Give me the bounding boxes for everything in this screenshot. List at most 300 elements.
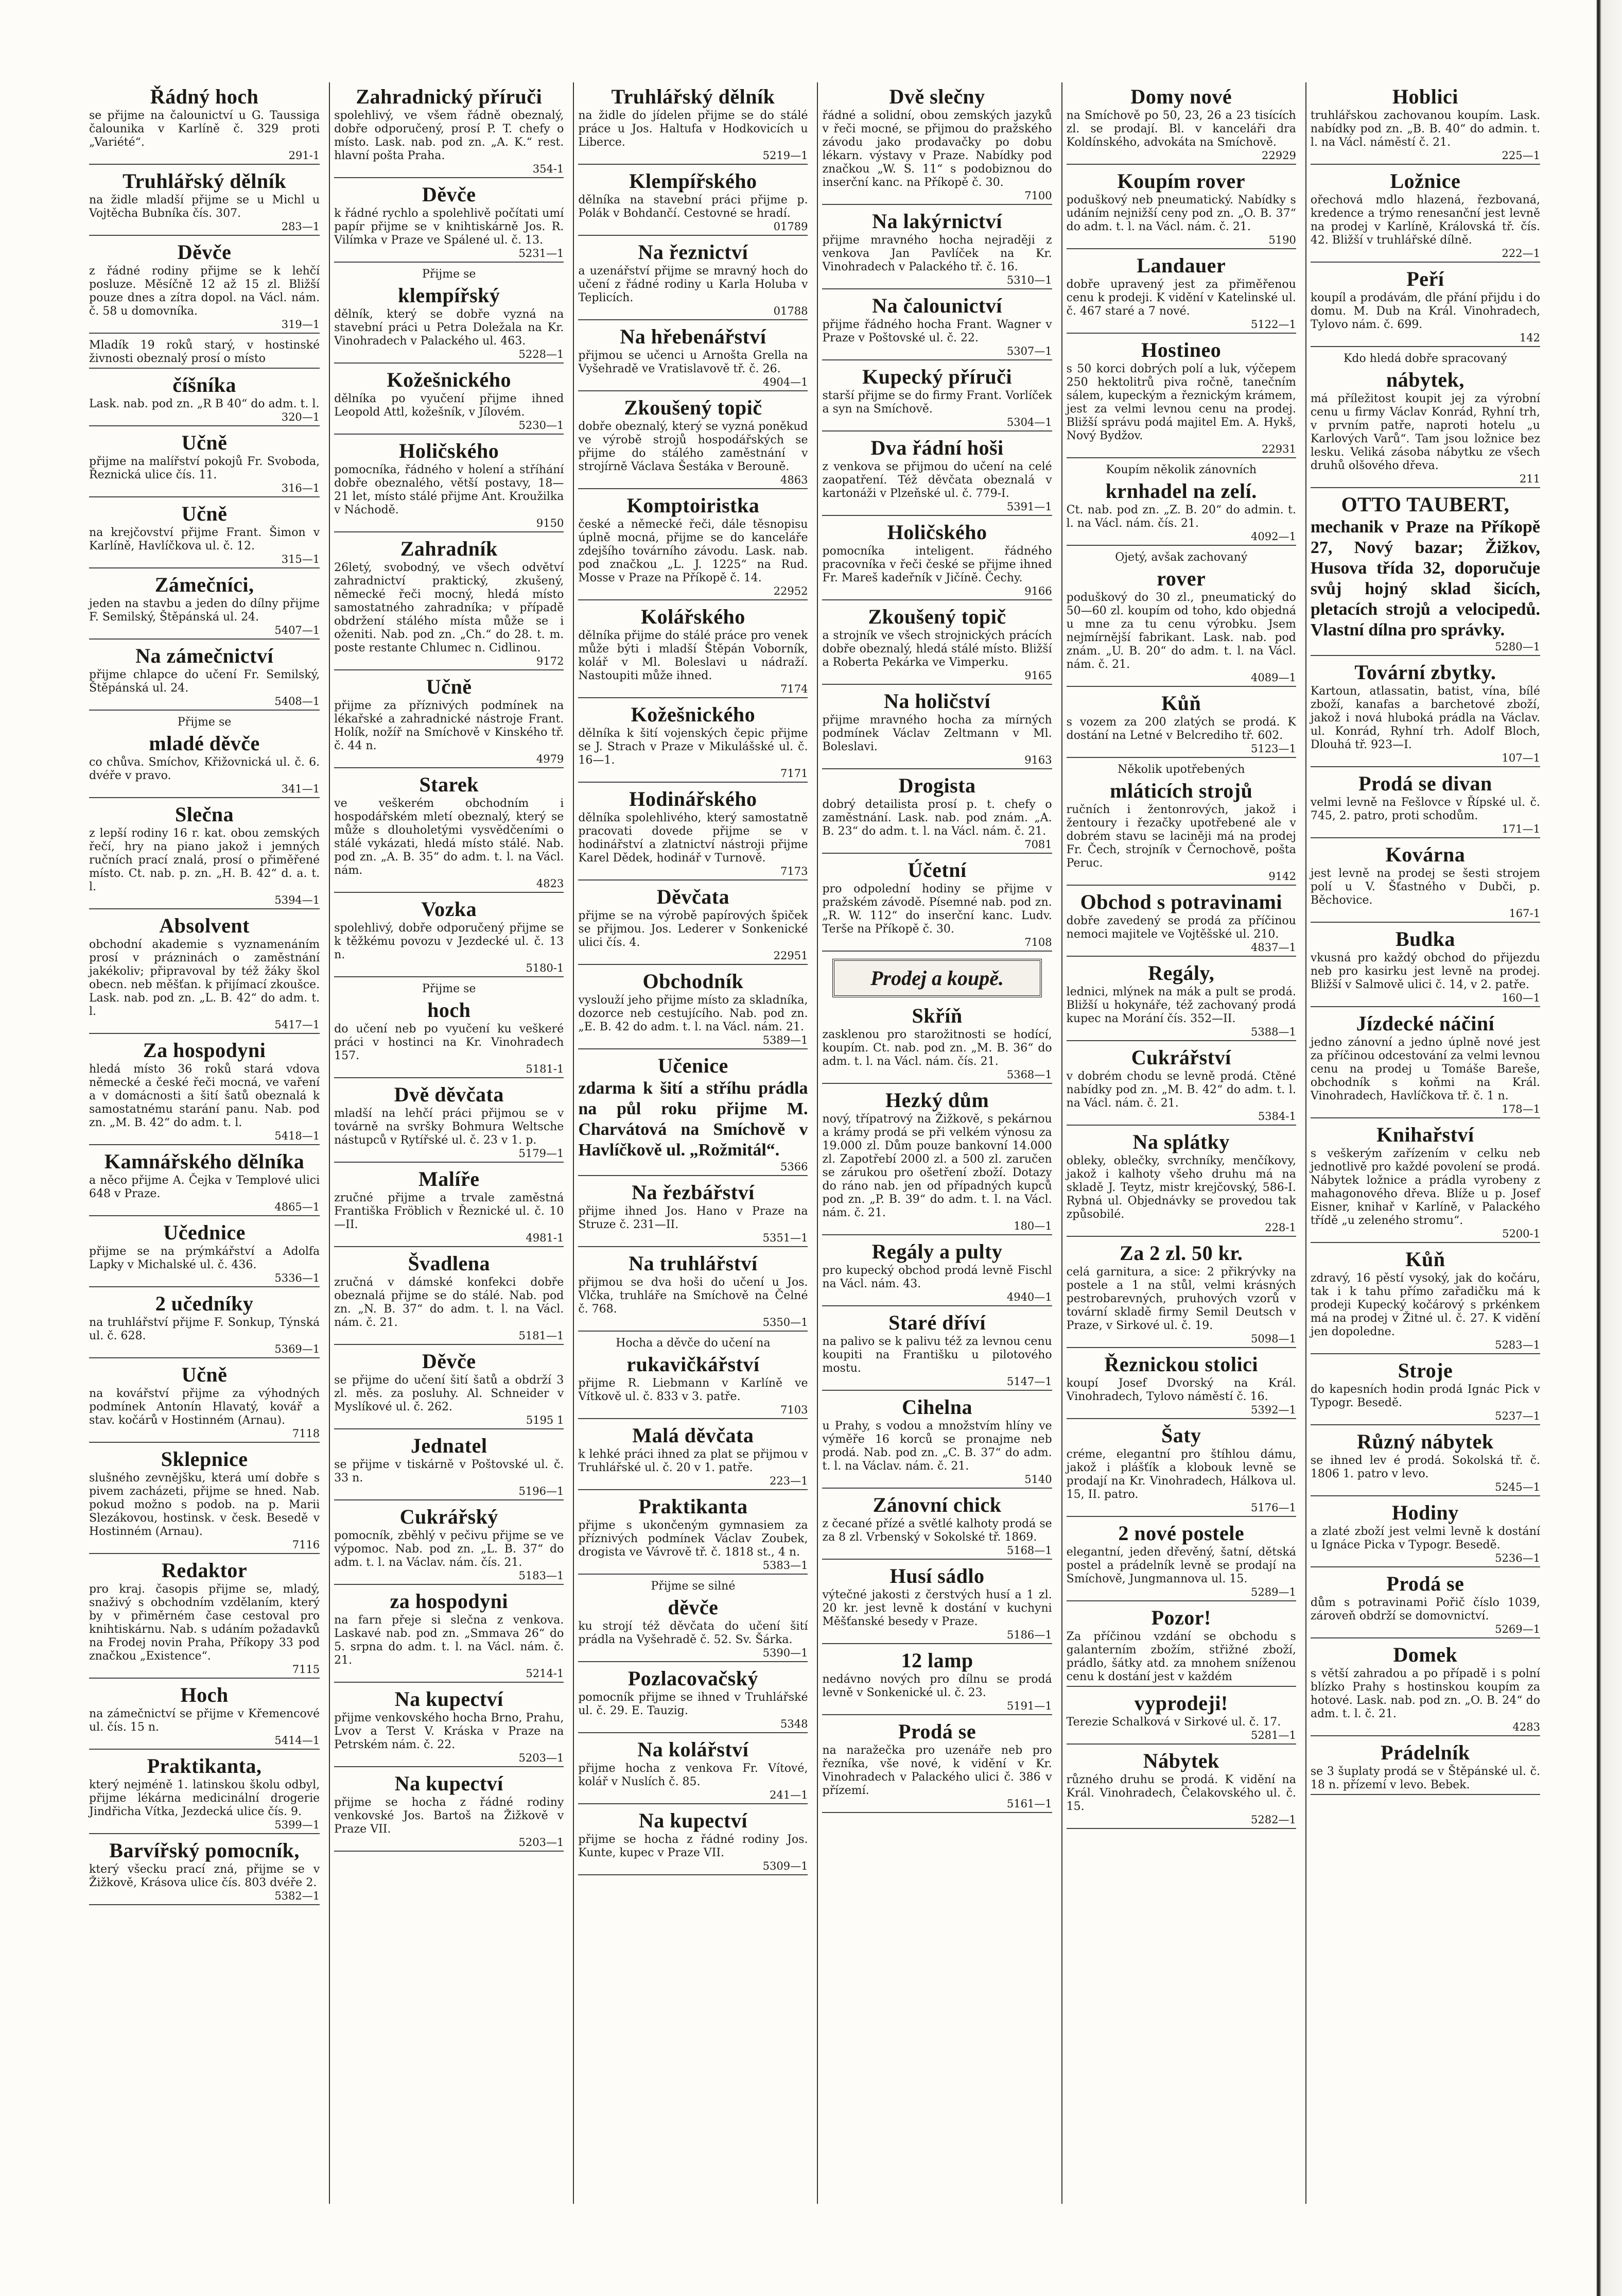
ad-heading: Hostineo (1141, 338, 1222, 361)
classified-ad (89, 85, 320, 165)
ad-body: do kapesních hodin prodá Ignác Pick v Typogr. Besedě. (1310, 1383, 1540, 1409)
classified-ad (1067, 692, 1296, 758)
ad-heading: Děvče (422, 183, 476, 206)
ad-heading: Drogista (898, 774, 976, 797)
ad-body: přijme se hocha z řádné rodiny venkovské Jos. Bartoš na Žižkově v Praze VII. (334, 1796, 564, 1836)
ad-heading: Dvě děvčata (394, 1083, 504, 1106)
classified-ad (1311, 1124, 1540, 1243)
ad-body: na krejčovství přijme Frant. Šimon v Karlíně, Havlíčkova ul. č. 12. (89, 526, 320, 553)
ad-body: Kartoun, atlassatin, batist, vína, bílé zboží, kanafas a barchetové zboží, jakož i nová hluboká prádla na Václav. ul. Konrád, Ryhní trh. Adolf Bloch, Dlouhá tř. 923—I. (1310, 685, 1540, 751)
ad-reference-number: 7118 (292, 1427, 320, 1440)
classified-ad (1067, 463, 1296, 546)
classified-ad (578, 494, 808, 600)
ad-body: vkusná pro každý obchod do přijezdu neb pro kasirku jest levně na prodej. Bližší v Salmově ulici č. 14, v 2. patře. (1310, 952, 1540, 991)
ad-reference-number: 9172 (536, 655, 564, 667)
ad-body: Za příčinou vzdání se obchodu s galanterním zbožím, střižné zboží, prádlo, šátky atd. za mnohem sníženou cenu k dostání jest v každém (1066, 1630, 1296, 1683)
ad-body: na kovářství přijme za výhodných podmínek Antonín Hlavatý, kovář a stav. kočárů v Hostinném (Arnau). (89, 1387, 320, 1427)
ad-reference-number: 5289—1 (1251, 1586, 1296, 1598)
ad-heading: Pozor! (1151, 1606, 1211, 1629)
ad-heading: hoch (427, 998, 471, 1022)
classified-ad (578, 703, 808, 783)
ad-lead-line: Hocha a děvče do učení na (616, 1337, 771, 1350)
ad-body: na židle mladší přijme se u Michl u Vojtěcha Bubníka čís. 307. (89, 194, 320, 220)
classified-ad (822, 437, 1052, 516)
column-1 (85, 82, 324, 2204)
ad-body: pomocníka inteligent. řádného pracovníka v řeči české se přijme ihned Fr. Mareš kadeřník v Jičíně. Čechy. (822, 545, 1052, 584)
ad-heading: Švadlena (408, 1252, 491, 1275)
ad-reference-number: 9150 (536, 517, 564, 529)
ad-reference-number: 5307—1 (1006, 345, 1052, 357)
ad-reference-number: 223—1 (770, 1475, 808, 1487)
classified-ad (89, 241, 320, 334)
ad-body: k lehké práci ihned za plat se přijmou v Truhlářské ul. č. 20 v 1. patře. (578, 1448, 808, 1474)
classified-ad (822, 521, 1052, 600)
classified-ad (1311, 85, 1540, 165)
ad-heading: Regály a pulty (871, 1240, 1003, 1263)
classified-ad (822, 1396, 1052, 1489)
classified-ad (578, 1252, 808, 1332)
classified-ad (1311, 1430, 1540, 1496)
classified-ad (578, 170, 808, 236)
ad-heading: Skříň (912, 1004, 963, 1027)
ad-body: hledá místo 36 roků stará vdova německé a české řeči mocná, ve vaření a v domácnosti a šití šatů obeznalá k samostatnému starání panu. Nab. pod zn. „M. B. 42“ do adm. t. l. (89, 1063, 320, 1129)
ad-body: přijme mravného hocha nejraději z venkova Jan Pavlíček na Kr. Vinohradech v Palackého tř. č. 16. (822, 234, 1052, 273)
ad-reference-number: 319—1 (281, 318, 320, 331)
ad-lead-line: Přijme se (422, 268, 476, 281)
ad-body: zasklenou pro starožitnosti se hodící, koupím. Ct. nab. pod zn. „M. B. 36“ do adm. t. l. na Václ. nám. čís. 21. (822, 1028, 1052, 1068)
ad-reference-number: 5388—1 (1251, 1026, 1296, 1038)
ad-reference-number: 5183—1 (518, 1569, 564, 1582)
ad-heading: Landauer (1137, 254, 1226, 277)
ad-heading: Učně (181, 502, 228, 525)
ad-body: na truhlářství přijme F. Sonkup, Týnská ul. č. 628. (89, 1316, 320, 1342)
ad-body: dobrý detailista prosí p. t. chefy o zaměstnání. Lask. nab. pod znám. „A. B. 23“ do adm. t. l. na Václ. nám. č. 21. (822, 798, 1052, 838)
ad-heading: Zkoušený topič (868, 605, 1006, 628)
ad-heading: Učně (426, 675, 472, 698)
ad-heading: klempířský (398, 284, 500, 307)
ad-reference-number: 4823 (536, 877, 564, 890)
classified-ad (334, 1688, 564, 1767)
ad-heading: Na zámečnictví (135, 644, 274, 667)
classified-ad (334, 676, 564, 768)
ad-heading: Hezký dům (885, 1089, 989, 1112)
ad-body: Ct. nab. pod zn. „Z. B. 20“ do admin. t. l. na Václ. nám. čís. 21. (1066, 504, 1296, 530)
ad-reference-number: 22931 (1262, 443, 1296, 455)
ad-reference-number: 5180-1 (526, 962, 564, 974)
classified-ad (89, 803, 320, 909)
ad-reference-number: 4904—1 (762, 376, 808, 388)
ad-reference-number: 7081 (1024, 838, 1052, 851)
classified-ad (334, 85, 564, 178)
ad-heading: Kolářského (641, 605, 745, 628)
classified-ad (1311, 268, 1540, 347)
ad-heading: Knihařství (1376, 1123, 1474, 1146)
ad-heading: Učenice (658, 1054, 728, 1077)
ad-reference-number: 4283 (1512, 1721, 1540, 1733)
classified-ad (1311, 661, 1540, 767)
ad-heading: Truhlářský dělník (123, 169, 286, 193)
ad-reference-number: 5368—1 (1006, 1068, 1052, 1081)
ad-body: nedávno nových pro dílnu se prodá levně v Sonkenické ul. č. 23. (822, 1673, 1052, 1699)
ad-body: se přijme do učení šití šatů a obdrží 3 zl. měs. za posluhy. Al. Schneider v Myslíkové ul. č. 262. (334, 1374, 564, 1413)
ad-heading: rukavičkářství (626, 1353, 760, 1376)
ad-reference-number: 5366 (780, 1161, 808, 1173)
ad-heading: Na hřebenářství (620, 325, 766, 348)
ad-reference-number: 5181—1 (518, 1330, 564, 1342)
ad-heading: nábytek, (1386, 368, 1464, 391)
classified-ad (334, 369, 564, 435)
ad-heading: Za hospodyni (143, 1039, 266, 1062)
ad-body: poduškový do 30 zl., pneumatický do 50—60 zl. koupím od toho, kdo objedná u mne za tu cenu výrobku. Jsem nejmírnější fabrikant. Lask. nab. pod znám. „U. B. 20“ do adm. t. l. na Václ. nám. č. 21. (1066, 591, 1296, 671)
ad-reference-number: 5382—1 (274, 1890, 320, 1902)
ad-reference-number: 5384-1 (1258, 1110, 1296, 1123)
classified-ad (89, 1039, 320, 1145)
ad-body: a něco přijme A. Čejka v Templové ulici 648 v Praze. (89, 1174, 320, 1200)
ad-body: z lepší rodiny 16 r. kat. obou zemských řečí, hry na piano jakož i jemných ručních prací znalá, prosí o přiměřené místo. Ct. nab. p. zn. „H. B. 42“ d. a. t. l. (89, 827, 320, 893)
classified-ad (89, 503, 320, 568)
ad-reference-number: 9165 (1024, 669, 1052, 682)
classified-ad (822, 1494, 1052, 1560)
classified-ad (822, 85, 1052, 205)
ad-reference-number: 5281—1 (1251, 1729, 1296, 1741)
ad-heading: Na kupectví (394, 1687, 503, 1711)
ad-reference-number: 5181-1 (526, 1063, 564, 1075)
ad-reference-number: 5414—1 (274, 1734, 320, 1747)
ad-body: přijme hocha z venkova Fr. Vítové, kolář v Nuslích č. 85. (578, 1762, 808, 1788)
ad-reference-number: 167-1 (1509, 907, 1540, 920)
ad-body: zdarma k šití a stříhu prádla na půl roku přijme M. Charvátová na Smíchově v Havlíčkově ul. „Rožmitál“. (578, 1079, 808, 1160)
ad-body: na palivo se k palivu též za levnou cenu koupiti na Františku u pilotového mostu. (822, 1335, 1052, 1375)
ad-heading: Jednatel (411, 1434, 487, 1457)
ad-reference-number: 5269—1 (1495, 1623, 1540, 1635)
ad-reference-number: 4837—1 (1251, 941, 1296, 954)
classified-ad (578, 396, 808, 489)
ad-heading: Prodá se divan (1358, 772, 1492, 795)
ad-reference-number: 241—1 (770, 1789, 808, 1801)
ad-body: přijme na malířství pokojů Fr. Svoboda, Řeznická ulice čís. 11. (89, 455, 320, 481)
ad-heading: Řeznickou stolici (1104, 1353, 1258, 1376)
ad-heading: Domek (1393, 1643, 1458, 1666)
ad-reference-number: 5168—1 (1006, 1544, 1052, 1557)
classified-ad (822, 295, 1052, 360)
ad-heading: Učně (181, 1363, 228, 1386)
ad-reference-number: 5196—1 (518, 1485, 564, 1497)
classified-ad (1067, 1046, 1296, 1126)
classified-ad (578, 85, 808, 165)
ad-reference-number: 4865—1 (274, 1201, 320, 1213)
ad-body: do učení neb po vyučení ku veškeré práci v hostinci na Kr. Vinohradech 157. (334, 1023, 564, 1062)
ad-heading: Dva řádní hoši (870, 436, 1004, 459)
section-banner: Prodej a koupě. (832, 959, 1041, 997)
ad-reference-number: 4981-1 (526, 1232, 564, 1244)
ad-heading: Budka (1395, 927, 1455, 951)
classified-ad (89, 574, 320, 640)
ad-heading: Děvče (422, 1350, 476, 1373)
ad-reference-number: 5200-1 (1502, 1228, 1540, 1240)
ad-body: pro kupecký obchod prodá levně Fischl na Václ. nám. 43. (822, 1264, 1052, 1290)
classified-ad (822, 1649, 1052, 1715)
classified-ad (578, 788, 808, 881)
ad-reference-number: 211 (1519, 473, 1540, 485)
ad-body: starší přijme se do firmy Frant. Vorlíček a syn na Smíchově. (822, 389, 1052, 416)
ad-heading: Nábytek (1143, 1749, 1219, 1772)
ad-heading: Hoblici (1392, 85, 1458, 108)
ad-heading: Učednice (163, 1221, 246, 1244)
ad-body: u Prahy, s vodou a množstvím hlíny ve výměře 16 korců se pronajme neb prodá. Nab. pod zn. „C. B. 37“ do adm. t. l. na Václav. nám. č. 21. (822, 1420, 1052, 1473)
ad-lead-line: Přijme se (177, 716, 232, 729)
ad-heading: Obchodník (642, 970, 744, 993)
classified-ad (578, 1424, 808, 1490)
ad-lead-line: Kdo hledá dobře spracovaný (1343, 352, 1507, 365)
ad-reference-number: 171—1 (1502, 823, 1540, 835)
ad-body: vyslouží jeho přijme místo za skladníka, dozorce neb cestujícího. Nab. pod zn. „E. B. 42 do adm. t. l. na Václ. nám. 21. (578, 994, 808, 1033)
ad-reference-number: 320—1 (281, 411, 320, 423)
ad-reference-number: 316—1 (281, 482, 320, 494)
ad-lead-line: Přijme se silné (651, 1580, 736, 1593)
ad-body: v dobrém chodu se levně prodá. Ctěné nabídky pod zn. „M. B. 42“ do adm. t. l. na Václ. nám. č. 21. (1066, 1070, 1296, 1110)
ad-heading: Na kupectví (394, 1772, 503, 1795)
classified-ad (89, 431, 320, 497)
ad-body: zručné přijme a trvale zaměstná Františka Fröblich v Řeznické ul. č. 10—II. (334, 1192, 564, 1231)
classified-ad (89, 170, 320, 236)
ad-reference-number: 5237—1 (1495, 1410, 1540, 1422)
ad-reference-number: 7108 (1024, 936, 1052, 948)
ad-heading: Peří (1406, 267, 1444, 290)
ad-reference-number: 5336—1 (274, 1272, 320, 1284)
ad-reference-number: 5203—1 (518, 1836, 564, 1849)
ad-heading: Zahradník (400, 537, 498, 560)
classified-ad (578, 1738, 808, 1804)
ad-heading: Prádelník (1381, 1741, 1470, 1764)
ad-heading: Klempířského (629, 169, 757, 193)
ad-body: výtečné jakosti z čerstvých husí a 1 zl. 20 kr. jest levně k dostání v kuchyni Měšťanské besedy v Praze. (822, 1589, 1052, 1628)
classified-ad (1067, 1131, 1296, 1237)
ad-reference-number: 5304—1 (1006, 416, 1052, 428)
classified-ad (822, 1240, 1052, 1306)
ad-heading: děvče (668, 1596, 719, 1619)
ad-heading: Děvčata (656, 885, 730, 908)
classified-ad (1311, 352, 1540, 488)
ad-reference-number: 5369—1 (274, 1343, 320, 1355)
ad-heading: Malá děvčata (632, 1424, 754, 1447)
ad-body: se přijme v tiskárně v Poštovské ul. č. 33 n. (334, 1458, 564, 1484)
classified-ad (89, 339, 320, 369)
ad-body: k řádné rychlo a spolehlivě počítati umí papír přijme se v knihtiskárně Jos. R. Vilímka v Praze ve Spálené ul. č. 13. (334, 207, 564, 247)
classified-ad (1311, 170, 1540, 263)
ad-body: a zlaté zboží jest velmi levně k dostání u Ignáce Picka v Typogr. Besedě. (1310, 1525, 1540, 1551)
ad-heading: Redaktor (161, 1559, 248, 1582)
ad-body: jest levně na prodej se šesti strojem polí u V. Šťastného v Dubči, p. Běchovice. (1310, 867, 1540, 907)
ad-heading: Zkoušený topič (624, 396, 762, 419)
classified-ad (1311, 493, 1540, 656)
ad-reference-number: 5280—1 (1495, 641, 1540, 653)
ad-heading: Dvě slečny (889, 85, 985, 108)
ad-reference-number: 4089—1 (1251, 671, 1296, 684)
ad-reference-number: 5310—1 (1006, 274, 1052, 286)
ad-reference-number: 5176—1 (1251, 1501, 1296, 1514)
classified-ad (578, 325, 808, 391)
ad-heading: Hodinářského (629, 787, 757, 810)
classified-ad (1311, 843, 1540, 923)
ad-reference-number: 228-1 (1265, 1221, 1296, 1234)
classified-ad (1067, 1750, 1296, 1829)
ad-reference-number: 5219—1 (762, 149, 808, 162)
ad-lead-line: Ojetý, avšak zachovaný (1115, 551, 1248, 564)
ad-heading: Tovární zbytky. (1354, 661, 1496, 684)
ad-body: řádné a solidní, obou zemských jazyků v řeči mocné, se přijmou do pražského závodu jako prodavačky po dobu lékarn. výstavy v Praze. Nabídky pod značkou „W. S. 11“ s podobiznou do inserční kanc. na Příkopě č. 30. (822, 109, 1052, 189)
ad-body: pomocníka, řádného v holení a stříhání dobře obeznalého, větší postavy, 18—21 let, místo stálé přijme Ant. Kroužilka v Náchodě. (334, 463, 564, 516)
ad-heading: Na kolářství (637, 1738, 749, 1761)
ad-body: na Smíchově po 50, 23, 26 a 23 tisících zl. se prodají. Bl. v kanceláři dra Koldínského, advokáta na Smíchově. (1066, 109, 1296, 149)
ad-body: ořechová mdlo hlazená, řezbovaná, kredence a trýmo renesanční jest levně na prodej v Karlíně, Královská tř. čís. 42. Bližší v truhlářské dílně. (1310, 194, 1540, 247)
classified-ad (1311, 1248, 1540, 1354)
ad-heading: Stroje (1398, 1359, 1453, 1382)
ad-heading: OTTO TAUBERT, (1341, 493, 1510, 516)
classified-ad (1067, 1522, 1296, 1601)
classified-ad (1067, 170, 1296, 249)
classified-ad (578, 1055, 808, 1176)
ad-reference-number: 5123—1 (1251, 743, 1296, 755)
ad-heading: Na splátky (1132, 1130, 1230, 1153)
ad-reference-number: 5161—1 (1006, 1798, 1052, 1810)
ad-body: elegantní, jeden dřevěný, šatní, dětská postel a prádelník levně se prodají na Smíchově, Jungmannova ul. 15. (1066, 1546, 1296, 1585)
ad-reference-number: 4979 (536, 753, 564, 765)
classified-ad (334, 1252, 564, 1345)
classified-ad (89, 914, 320, 1034)
ad-lead-line: Přijme se (422, 982, 476, 995)
classified-ad (1067, 1424, 1296, 1517)
ad-reference-number: 5231—1 (518, 247, 564, 260)
classified-ad (89, 716, 320, 798)
ad-heading: Praktikanta (638, 1495, 748, 1518)
classified-ad (1067, 891, 1296, 957)
ad-heading: Praktikanta, (147, 1754, 262, 1777)
classified-ad (1311, 1501, 1540, 1567)
classified-ad (578, 1667, 808, 1733)
ad-reference-number: 5348 (780, 1718, 808, 1730)
ad-body: různého druhu se prodá. K vidění na Král. Vinohradech, Čelakovského ul. č. 15. (1066, 1773, 1296, 1813)
ad-heading: Hoch (180, 1683, 229, 1706)
ad-body: nový, třípatrový na Žižkově, s pekárnou a krámy prodá se při velkém výnosu za 19.000 zl. Dům pouze bankovní 14.000 zl. Zapotřebí 2000 zl. a 500 zl. zaručen se zárukou pro ošetření zboží. Dotazy do ráno nab. jen od případných kupců pod zn. „P. B. 39“ do adm. t. l. na Václ. nám. č. 21. (822, 1113, 1052, 1219)
ad-body: 26letý, svobodný, ve všech odvětví zahradnictví praktický, zkušený, německé řeči mocný, hledá místo samostatného zahradníka; v případě obdržení stálého místa může se i oženiti. Nab. pod zn. „Ch.“ do 28. t. m. poste restante Chlumec n. Cidlinou. (334, 561, 564, 654)
page-edge (1586, 0, 1622, 2296)
ad-body: na naražečka pro uzenáře neb pro řezníka, vše nové, k vidění v Kr. Vinohradech v Palackého ulici č. 386 v přízemí. (822, 1744, 1052, 1797)
classified-ad (89, 1150, 320, 1216)
ad-reference-number: 5417—1 (274, 1018, 320, 1031)
ad-reference-number: 5195 1 (526, 1414, 564, 1426)
ad-body: créme, elegantní pro štíhlou dámu, jakož i plášťík a klobouk levně se prodají na Kr. Vinohradech, Hálkova ul. 15, II. patro. (1066, 1448, 1296, 1501)
classified-ad (1311, 928, 1540, 1007)
ad-heading: Na holičství (884, 689, 991, 713)
ad-heading: číšníka (172, 373, 236, 396)
ad-body: se 3 šuplaty prodá se v Štěpánské ul. č. 18 n. přízemí v levo. Bebek. (1310, 1765, 1540, 1791)
ad-body: koupí Josef Dvorský na Král. Vinohradech, Tylovo náměstí č. 16. (1066, 1377, 1296, 1403)
ad-reference-number: 5283—1 (1495, 1339, 1540, 1351)
ad-reference-number: 7100 (1024, 189, 1052, 202)
classified-ad (1067, 1353, 1296, 1419)
classified-ad (578, 886, 808, 965)
classified-ad (334, 773, 564, 893)
ad-heading: mladé děvče (149, 732, 260, 755)
ad-body: slušného zevnějšku, která umí dobře s pivem zacházeti, přijme se hned. Nab. pokud možno s podob. na p. Marii Slezákovou, hostinsk. v česk. Besedě v Hostinném (Arnau). (89, 1472, 320, 1538)
classified-ad (822, 606, 1052, 685)
ad-body: dělníka spolehlivého, který samostatně pracovati dovede přijme se v hodinářství a zlatnictví nástroji přijme Karel Dědek, hodinář v Turnově. (578, 812, 808, 865)
classified-ad (578, 1337, 808, 1419)
ad-body: koupíl a prodávám, dle přání přijdu i do domu. M. Dub na Král. Vinohradech, Tylovo nám. č. 699. (1310, 291, 1540, 331)
ad-body: se přijme na čalounictví u G. Taussiga čalounika v Karlíně č. 329 proti „Variété“. (89, 109, 320, 149)
ad-heading: Kamnářského dělníka (104, 1150, 305, 1173)
ad-heading: 2 nové postele (1118, 1522, 1245, 1545)
ad-body: přijme ihned Jos. Hano v Praze na Struze č. 231—II. (578, 1205, 808, 1231)
ad-body: ručních i žentonrových, jakož i žentoury i řezačky upotřebené ale v dobrém stavu se laciněji má na prodej Fr. Čech, strojník v Černochově, pošta Peruc. (1066, 803, 1296, 870)
ad-heading: Jízdecké náčiní (1356, 1012, 1495, 1035)
ad-reference-number: 7115 (292, 1663, 320, 1676)
ad-body: na farn přeje si slečna z venkova. Laskavé nab. pod zn. „Smmava 26“ do 5. srpna do adm. t. l. na Václ. nám. č. 21. (334, 1614, 564, 1667)
classified-ad (334, 268, 564, 364)
ad-heading: Prodá se (1386, 1572, 1464, 1595)
classified-ad (89, 1559, 320, 1679)
ad-reference-number: 5147—1 (1006, 1375, 1052, 1388)
ad-heading: Na čalounictví (872, 294, 1002, 317)
ad-heading: Cukrářský (399, 1505, 498, 1528)
ad-reference-number: 5122—1 (1251, 318, 1296, 331)
classified-ad (89, 1839, 320, 1905)
ad-reference-number: 5394—1 (274, 894, 320, 906)
ad-heading: Staré dříví (888, 1311, 986, 1334)
ad-body: dobře zavedený se prodá za příčinou nemoci majitele ve Vojtěšské ul. 210. (1066, 914, 1296, 941)
ad-body: přijme se na výrobě papírových špiček se přijmou. Jos. Lederer v Sonkenické ulici čís. 4. (578, 909, 808, 949)
classified-ad (1067, 1692, 1296, 1745)
ad-reference-number: 22929 (1262, 149, 1296, 162)
classified-ad (334, 1590, 564, 1683)
ad-reference-number: 22951 (773, 950, 808, 962)
ad-heading: Malíře (418, 1167, 480, 1190)
ad-heading: Na řeznictví (638, 240, 748, 264)
ad-heading: Holičského (399, 439, 499, 462)
classified-ad (1311, 1359, 1540, 1425)
ad-reference-number: 4940—1 (1006, 1291, 1052, 1303)
ad-reference-number: 225—1 (1502, 149, 1540, 162)
classified-ad (1311, 1644, 1540, 1736)
ad-body: s veškerým zařízením v celku neb jednotlivě pro každé povolení se prodá. Nábytek ložnice a prádla vyrobeny z mahagonového dřeva. Blíže u p. Josef Eisner, knihař v Karlíně, v Palackého třídě „u zeleného stromu“. (1310, 1147, 1540, 1227)
ad-heading: Šaty (1161, 1424, 1201, 1447)
ad-body: dům s potravinami Pořič číslo 1039, zároveň obdrží se domovnictví. (1310, 1596, 1540, 1622)
ad-reference-number: 5392—1 (1251, 1404, 1296, 1416)
classified-ad (334, 1350, 564, 1429)
classifieds-page (85, 82, 1544, 2204)
ad-body: s 50 korci dobrých polí a luk, výčepem 250 hektolitrů piva ročně, tanečním sálem, kupeckým a řeznickým krámem, jest za velmi levnou cenu na prodej. Bližší správu podá majitel Em. A. Hykš, Nový Bydžov. (1066, 362, 1296, 442)
ad-lead-line: Koupím několik zánovních (1106, 463, 1257, 476)
ad-heading: Učně (181, 431, 228, 454)
ad-body: české a německé řeči, dále těsnopisu úplně mocná, přijme se do kanceláře zdejšího továrního závodu. Lask. nab. pod značkou „L. J. 1225“ na Rud. Mosse v Praze na Příkopě č. 14. (578, 518, 808, 584)
column-5 (1061, 82, 1300, 2204)
ad-reference-number: 7174 (780, 683, 808, 695)
ad-reference-number: 160—1 (1502, 992, 1540, 1004)
ad-reference-number: 178—1 (1502, 1103, 1540, 1115)
classified-ad (334, 898, 564, 977)
ad-heading: Zahradnický příruči (356, 85, 543, 108)
classified-ad (822, 1311, 1052, 1391)
ad-body: lednici, mlýnek na mák a pult se prodá. Bližší u hokynáře, též zachovaný prodá kupec na Morání čís. 352—II. (1066, 986, 1296, 1025)
ad-body: jedno zánovní a jedno úplně nové jest za příčinou odcestování za velmi levnou cenu na prodej u Tomáše Bareše, obchodník s koňmi na Král. Vinohradech, Havlíčkova tř. č. 1 n. (1310, 1036, 1540, 1102)
classified-ad (578, 241, 808, 320)
ad-body: přijme se na prýmkářství a Adolfa Lapky v Michalské ul. č. 436. (89, 1245, 320, 1271)
ad-body: přijme řádného hocha Frant. Wagner v Praze v Poštovské ul. č. 22. (822, 318, 1052, 344)
classified-ad (89, 1755, 320, 1834)
classified-ad (822, 1565, 1052, 1644)
ad-reference-number: 5214-1 (526, 1667, 564, 1680)
classified-ad (334, 440, 564, 532)
